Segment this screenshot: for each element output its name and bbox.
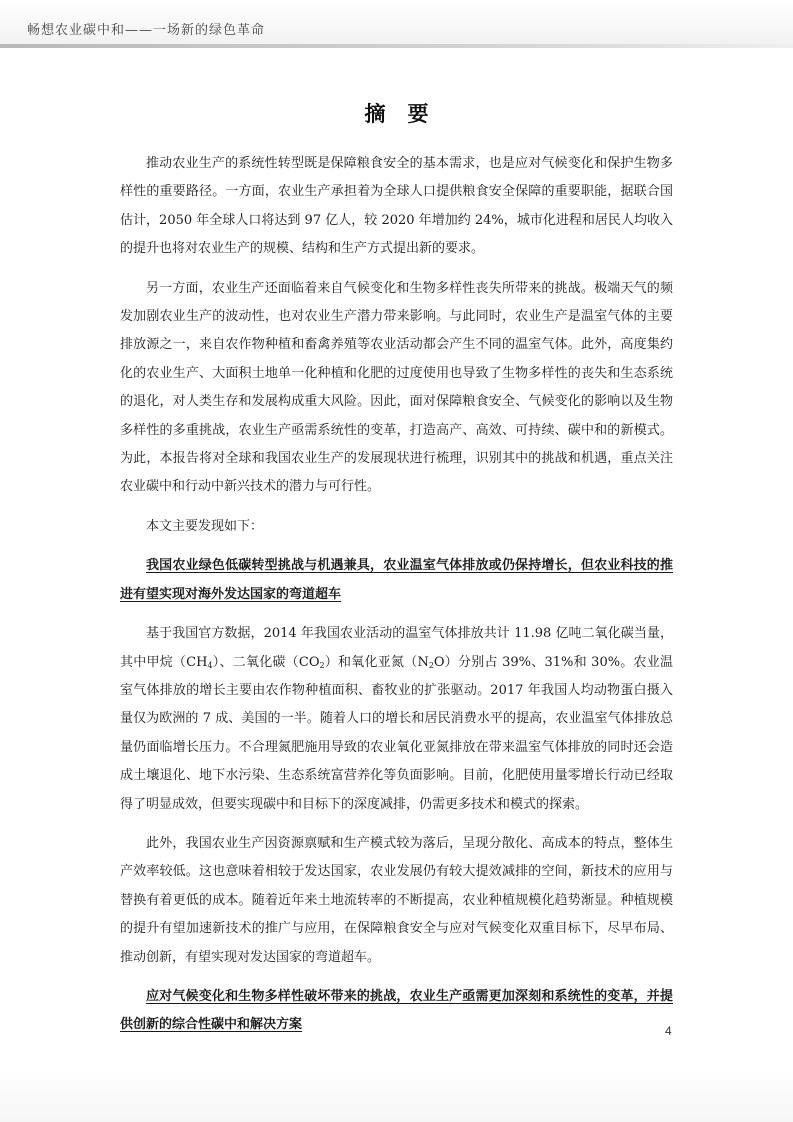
paragraph-emissions-data bbox=[120, 620, 673, 819]
emissions-text-a: 基于我国官方数据，2014 年我国农业活动的温室气体排放共计 11.98 亿吨二氧化碳当量，其中甲烷（CH bbox=[120, 626, 673, 670]
n2o-subscript: 2 bbox=[428, 660, 434, 670]
emissions-text-d: O）分别占 39%、31%和 30%。农业温室气体排放的增长主要由农作物种植面积、畜牧业的扩张驱动。2017 年我国人均动物蛋白摄入量仅为欧洲的 7 成、美国的一半。随着人口的增长和居民消费水平的提高，农业温室气体排放总量仍面临增长压力。不合理氮肥施用导致的农业氧化亚氮排放在带来温室气体排放的同时还会造成土壤退化、地下水污染、生态系统富营养化等负面影响。目前，化肥使用量零增长行动已经取得了明显成效，但要实现碳中和目标下的深度减排，仍需更多技术和模式的探索。 bbox=[120, 654, 673, 812]
paragraph-challenges: 另一方面，农业生产还面临着来自气候变化和生物多样性丧失所带来的挑战。极端天气的频发加剧农业生产的波动性，也对农业生产潜力带来影响。与此同时，农业生产是温室气体的主要排放源之一，来自农作物种植和畜禽养殖等农业活动都会产生不同的温室气体。此外，高度集约化的农业生产、大面积土地单一化种植和化肥的过度使用也导致了生物多样性的丧失和生态系统的退化，对人类生存和发展构成重大风险。因此，面对保障粮食安全、气候变化的影响以及生物多样性的多重挑战，农业生产亟需系统性的变革，打造高产、高效、可持续、碳中和的新模式。为此，本报告将对全球和我国农业生产的发展现状进行梳理，识别其中的挑战和机遇，重点关注农业碳中和行动中新兴技术的潜力与可行性。 bbox=[120, 280, 673, 495]
emissions-text-b: ）、二氧化碳（CO bbox=[212, 654, 320, 670]
paragraph-intro: 推动农业生产的系统性转型既是保障粮食安全的基本需求，也是应对气候变化和保护生物多样性的重要路径。一方面，农业生产承担着为全球人口提供粮食安全保障的重要职能，据联合国估计，2050 年全球人口将达到 97 亿人，较 2020 年增加约 24%，城市化进程和居民人均收入的提升也将对农业生产的规模、结构和生产方式提出新的要求。 bbox=[120, 156, 673, 257]
co2-subscript: 2 bbox=[319, 660, 325, 670]
header-divider bbox=[0, 44, 793, 48]
emissions-text-c: ）和氧化亚氮（N bbox=[324, 654, 429, 670]
page-number: 4 bbox=[665, 1024, 672, 1038]
header-title: 畅想农业碳中和——一场新的绿色革命 bbox=[27, 23, 266, 38]
paragraph-efficiency: 此外，我国农业生产因资源禀赋和生产模式较为落后，呈现分散化、高成本的特点，整体生产效率较低。这也意味着相较于发达国家，农业发展仍有较大提效减排的空间，新技术的应用与替换有着更低的成本。随着近年来土地流转率的不断提高，农业种植规模化趋势渐显。种植规模的提升有望加速新技术的推广与应用，在保障粮食安全与应对气候变化双重目标下，尽早布局、推动创新，有望实现对发达国家的弯道超车。 bbox=[120, 835, 673, 965]
page-title: 摘要 bbox=[364, 101, 451, 126]
ch4-subscript: 4 bbox=[207, 660, 213, 670]
paragraph-findings-intro: 本文主要发现如下： bbox=[146, 518, 264, 534]
finding-heading-1: 我国农业绿色低碳转型挑战与机遇兼具，农业温室气体排放或仍保持增长，但农业科技的推进有望实现对海外发达国家的弯道超车 bbox=[120, 558, 673, 602]
page-footer bbox=[0, 1068, 793, 1122]
finding-heading-2: 应对气候变化和生物多样性破坏带来的挑战，农业生产亟需更加深刻和系统性的变革，并提供创新的综合性碳中和解决方案 bbox=[120, 988, 673, 1033]
page-header bbox=[0, 0, 793, 44]
abstract-body bbox=[120, 150, 673, 1040]
